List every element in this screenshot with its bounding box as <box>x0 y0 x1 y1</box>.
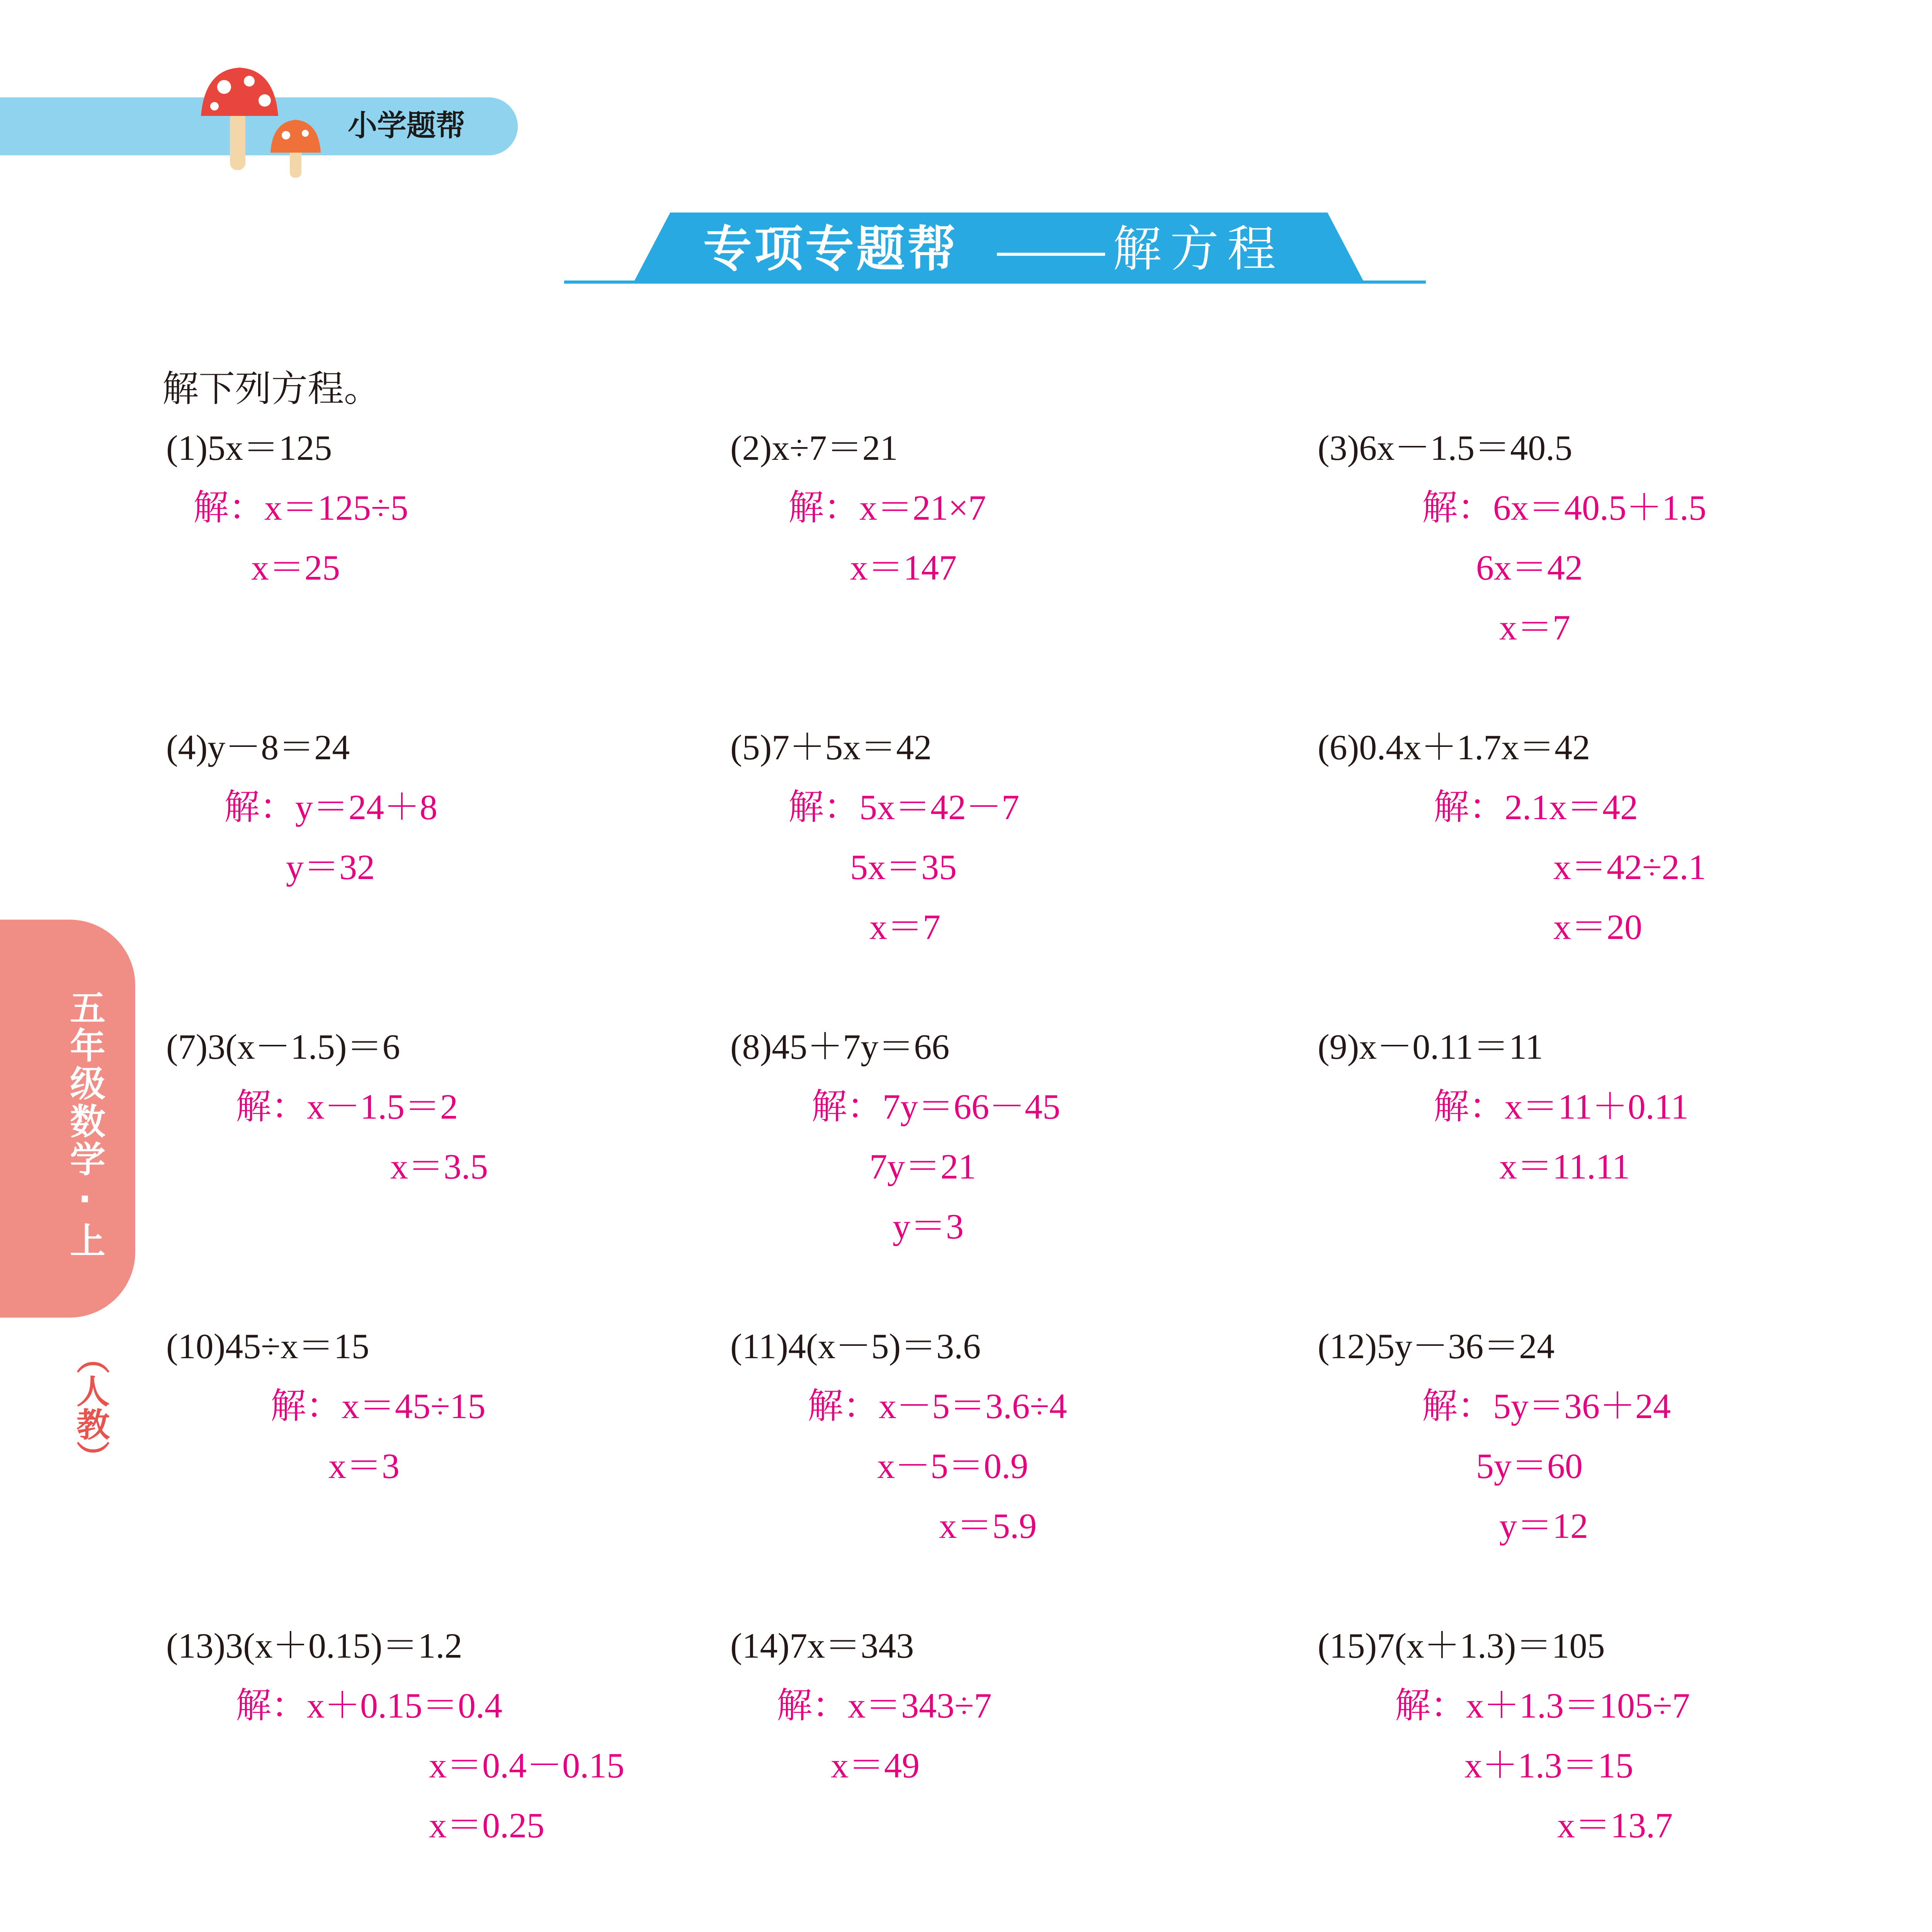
solution-step: 解：x＝45÷15 <box>270 1386 486 1426</box>
solution-step: 解：x＋0.15＝0.4 <box>236 1686 503 1725</box>
solution-step: x＝49 <box>831 1746 920 1785</box>
title-dash <box>997 253 1105 256</box>
problem-equation: (2)x÷7＝21 <box>730 428 898 468</box>
solution-step: 解：6x＝40.5＋1.5 <box>1422 488 1706 527</box>
solution-step: 6x＝42 <box>1476 548 1583 587</box>
problem-equation: (15)7(x＋1.3)＝105 <box>1318 1626 1605 1665</box>
solution-step: x＝42÷2.1 <box>1553 847 1706 887</box>
solution-step: y＝32 <box>286 847 375 887</box>
solution-step: x＋1.3＝15 <box>1464 1746 1633 1785</box>
solution-step: x＝3.5 <box>390 1147 488 1186</box>
solution-step: 5y＝60 <box>1476 1446 1583 1486</box>
solution-step: x＝7 <box>1499 608 1571 647</box>
solution-step: x＝11.11 <box>1499 1147 1630 1186</box>
instructions: 解下列方程。 <box>162 368 381 410</box>
solution-step: 解：2.1x＝42 <box>1434 787 1638 827</box>
solution-step: 解：x－5＝3.6÷4 <box>808 1386 1067 1426</box>
problem-equation: (1)5x＝125 <box>166 428 332 468</box>
solution-step: 解：7y＝66－45 <box>811 1087 1061 1126</box>
problem-equation: (3)6x－1.5＝40.5 <box>1318 428 1573 468</box>
solution-step: x－5＝0.9 <box>877 1446 1028 1486</box>
solution-step: 解：x＝21×7 <box>788 488 986 527</box>
solution-step: 解：x＝11＋0.11 <box>1434 1087 1689 1126</box>
solution-step: 解：x＋1.3＝105÷7 <box>1395 1686 1690 1725</box>
solution-step: y＝12 <box>1499 1506 1588 1546</box>
solution-step: x＝20 <box>1553 907 1643 947</box>
solution-step: x＝25 <box>251 548 340 587</box>
problem-equation: (10)45÷x＝15 <box>166 1327 369 1366</box>
solution-step: 5x＝35 <box>850 847 957 887</box>
problem-equation: (9)x－0.11＝11 <box>1318 1027 1543 1066</box>
problem-equation: (12)5y－36＝24 <box>1318 1327 1555 1366</box>
grade-label: 五年级数学·上 <box>64 989 105 1260</box>
solution-step: x＝3 <box>328 1446 400 1486</box>
problem-equation: (11)4(x－5)＝3.6 <box>730 1327 981 1366</box>
problem-equation: (6)0.4x＋1.7x＝42 <box>1318 728 1590 767</box>
mushroom-logo-icon <box>193 58 340 182</box>
solution-step: 解：y＝24＋8 <box>224 787 438 827</box>
solution-step: x＝0.4－0.15 <box>429 1746 624 1785</box>
problem-equation: (13)3(x＋0.15)＝1.2 <box>166 1626 463 1665</box>
solution-step: 解：x－1.5＝2 <box>236 1087 458 1126</box>
solution-step: x＝147 <box>850 548 957 587</box>
solution-step: 7y＝21 <box>869 1147 976 1186</box>
solution-step: 解：x＝343÷7 <box>777 1686 992 1725</box>
problem-equation: (4)y－8＝24 <box>166 728 350 767</box>
brand-name: 小学题帮 <box>348 108 465 143</box>
solution-step: 解：5y＝36＋24 <box>1422 1386 1671 1426</box>
problem-equation: (8)45＋7y＝66 <box>730 1027 950 1066</box>
solution-step: x＝5.9 <box>939 1506 1037 1546</box>
solution-step: x＝13.7 <box>1557 1806 1673 1845</box>
solution-step: 解：5x＝42－7 <box>788 787 1020 827</box>
problem-equation: (7)3(x－1.5)＝6 <box>166 1027 400 1066</box>
section-subtitle: 解方程 <box>1113 221 1284 277</box>
solution-step: x＝7 <box>869 907 941 947</box>
edition-label: （人教） <box>71 1341 109 1474</box>
section-title: 专项专题帮 <box>703 221 958 277</box>
solution-step: x＝0.25 <box>429 1806 544 1845</box>
solution-step: y＝3 <box>893 1207 964 1246</box>
solution-step: 解：x＝125÷5 <box>193 488 408 527</box>
problem-equation: (14)7x＝343 <box>730 1626 914 1665</box>
problem-equation: (5)7＋5x＝42 <box>730 728 932 767</box>
